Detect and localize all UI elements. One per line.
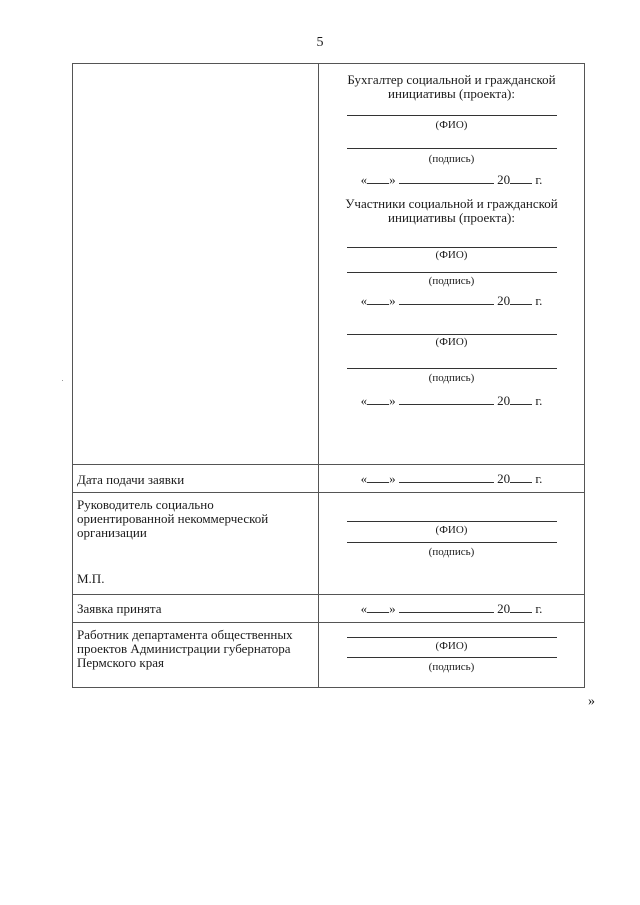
- head-org-signature-cell: [319, 493, 585, 595]
- head-org-fio-caption: (ФИО): [435, 524, 468, 536]
- participant1-signature-caption: (подпись): [428, 275, 475, 287]
- accepted-date-cell: [319, 595, 585, 623]
- date-year-prefix: 20: [497, 471, 511, 486]
- date-year-suffix: г.: [535, 601, 543, 616]
- signatures-cell: [319, 64, 585, 465]
- empty-left-cell: [73, 64, 319, 465]
- date-day-blank[interactable]: [367, 602, 389, 613]
- closing-quote: »: [588, 694, 595, 709]
- accountant-date: [319, 173, 584, 187]
- date-open-quote: «: [360, 601, 368, 616]
- accepted-row: [73, 595, 585, 623]
- date-month-blank[interactable]: [399, 602, 494, 613]
- accepted-label: Заявка принята: [77, 601, 162, 616]
- head-org-fio-line[interactable]: [347, 521, 557, 522]
- date-close-quote: »: [389, 293, 396, 308]
- accountant-fio-caption: (ФИО): [435, 119, 468, 131]
- date-year-suffix: г.: [535, 293, 543, 308]
- accepted-date: [319, 595, 584, 616]
- date-month-blank[interactable]: [399, 294, 494, 305]
- date-year-prefix: 20: [497, 172, 511, 187]
- participant2-fio-caption: (ФИО): [435, 336, 468, 348]
- submission-date-label-cell: [73, 465, 319, 493]
- date-month-blank[interactable]: [399, 173, 494, 184]
- date-month-blank[interactable]: [399, 472, 494, 483]
- date-year-blank[interactable]: [510, 173, 532, 184]
- employee-fio-line[interactable]: [347, 637, 557, 638]
- date-day-blank[interactable]: [367, 394, 389, 405]
- accountant-heading: Бухгалтер социальной и гражданской инициативы (проекта):: [347, 72, 556, 101]
- participant1-fio-caption: (ФИО): [435, 249, 468, 261]
- accountant-fio-line[interactable]: [347, 115, 557, 116]
- date-year-suffix: г.: [535, 393, 543, 408]
- date-year-blank[interactable]: [510, 472, 532, 483]
- stamp-place-label: М.П.: [77, 571, 105, 586]
- date-close-quote: »: [389, 393, 396, 408]
- participant2-fio-line[interactable]: [347, 334, 557, 335]
- head-org-signature-line[interactable]: [347, 542, 557, 543]
- date-open-quote: «: [360, 471, 368, 486]
- accountant-signature-caption: (подпись): [428, 153, 475, 165]
- date-day-blank[interactable]: [367, 173, 389, 184]
- participant1-signature-line[interactable]: [347, 272, 557, 273]
- head-org-label-cell: [73, 493, 319, 595]
- date-open-quote: «: [360, 393, 368, 408]
- participant1-fio-line[interactable]: [347, 247, 557, 248]
- date-close-quote: »: [389, 601, 396, 616]
- application-form-table: [72, 63, 585, 688]
- accepted-label-cell: [73, 595, 319, 623]
- employee-signature-caption: (подпись): [428, 661, 475, 673]
- employee-row: [73, 623, 585, 688]
- head-org-row: [73, 493, 585, 595]
- date-day-blank[interactable]: [367, 294, 389, 305]
- accountant-signature-line[interactable]: [347, 148, 557, 149]
- participant2-date: [319, 394, 584, 408]
- employee-label: Работник департамента общественных проектов Администрации губернатора Пермского края: [77, 627, 293, 670]
- participants-heading: Участники социальной и гражданской инициативы (проекта):: [345, 196, 558, 225]
- date-close-quote: »: [389, 172, 396, 187]
- submission-date-row: [73, 465, 585, 493]
- participant2-signature-caption: (подпись): [428, 372, 475, 384]
- date-month-blank[interactable]: [399, 394, 494, 405]
- head-org-label: Руководитель социально ориентированной некоммерческой организации: [77, 497, 269, 540]
- participant2-signature-line[interactable]: [347, 368, 557, 369]
- participant1-date: [319, 294, 584, 308]
- date-year-blank[interactable]: [510, 394, 532, 405]
- date-year-prefix: 20: [497, 601, 511, 616]
- date-year-suffix: г.: [535, 471, 543, 486]
- signatures-row: [73, 64, 585, 465]
- date-year-prefix: 20: [497, 293, 511, 308]
- employee-label-cell: [73, 623, 319, 688]
- date-close-quote: »: [389, 471, 396, 486]
- employee-fio-caption: (ФИО): [435, 640, 468, 652]
- date-day-blank[interactable]: [367, 472, 389, 483]
- submission-date: [319, 465, 584, 486]
- date-year-blank[interactable]: [510, 602, 532, 613]
- date-open-quote: «: [360, 172, 368, 187]
- scan-artifact-dot: [62, 380, 63, 381]
- submission-date-label: Дата подачи заявки: [77, 472, 185, 487]
- page-number: 5: [316, 35, 324, 50]
- date-year-blank[interactable]: [510, 294, 532, 305]
- date-open-quote: «: [360, 293, 368, 308]
- date-year-suffix: г.: [535, 172, 543, 187]
- date-year-prefix: 20: [497, 393, 511, 408]
- employee-signature-line[interactable]: [347, 657, 557, 658]
- employee-signature-cell: [319, 623, 585, 688]
- head-org-signature-caption: (подпись): [428, 546, 475, 558]
- submission-date-cell: [319, 465, 585, 493]
